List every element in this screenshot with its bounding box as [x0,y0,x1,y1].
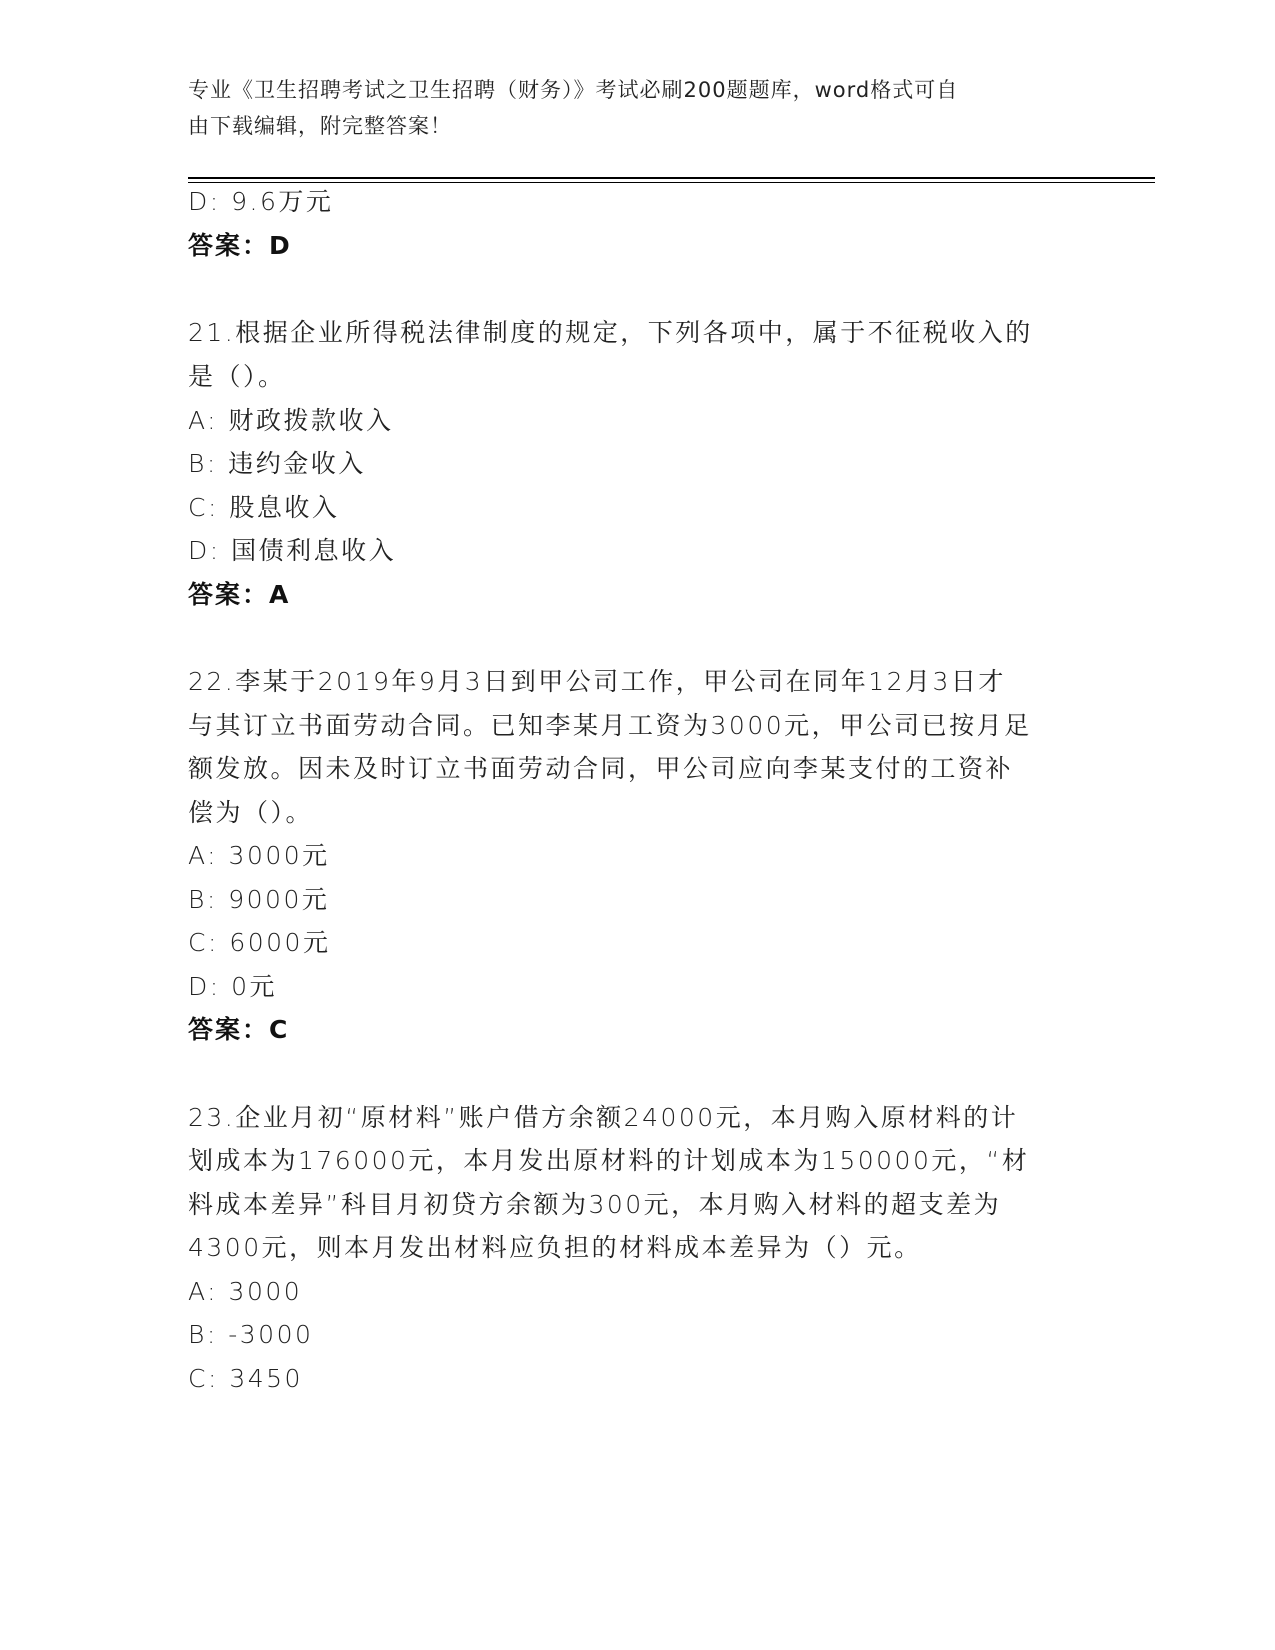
q21-stem-line-1: 21.根据企业所得税法律制度的规定，下列各项中，属于不征税收入的 [188,318,1033,347]
header-line-2: 由下载编辑，附完整答案！ [188,114,452,138]
q22-answer: 答案：C [188,1015,290,1044]
q22-stem-line-3: 额发放。因未及时订立书面劳动合同，甲公司应向李某支付的工资补 [188,754,1014,783]
q22-option-a: A: 3000元 [188,841,330,870]
q20-option-d: D: 9.6万元 [188,187,334,216]
header-line-1: 专业《卫生招聘考试之卫生招聘（财务）》考试必刷200题题库，word格式可自 [188,78,959,102]
document-header [188,72,1078,144]
q22-option-d: D: 0元 [188,972,278,1001]
q20-answer: 答案：D [188,231,292,260]
q22-option-c: C: 6000元 [188,928,331,957]
q23-stem-line-2: 划成本为176000元，本月发出原材料的计划成本为150000元，“材 [188,1146,1030,1175]
q21-option-a: A: 财政拨款收入 [188,406,394,435]
q21-option-c: C: 股息收入 [188,493,340,522]
q21-option-b: B: 违约金收入 [188,449,366,478]
header-rule-thin [188,182,1155,183]
q23-stem-line-4: 4300元，则本月发出材料应负担的材料成本差异为（）元。 [188,1233,922,1262]
q23-stem-line-1: 23.企业月初“原材料”账户借方余额24000元，本月购入原材料的计 [188,1103,1019,1132]
q22-option-b: B: 9000元 [188,885,330,914]
q22-stem-line-2: 与其订立书面劳动合同。已知李某月工资为3000元，甲公司已按月足 [188,711,1032,740]
q21-option-d: D: 国债利息收入 [188,536,397,565]
q21-stem-line-2: 是（）。 [188,362,286,391]
q22-stem-line-1: 22.李某于2019年9月3日到甲公司工作，甲公司在同年12月3日才 [188,667,1006,696]
q21-answer: 答案：A [188,580,291,609]
q22-stem-line-4: 偿为（）。 [188,798,314,827]
q23-stem-line-3: 料成本差异”科目月初贷方余额为300元，本月购入材料的超支差为 [188,1190,1002,1219]
q23-option-b: B: -3000 [188,1320,314,1349]
q23-option-a: A: 3000 [188,1277,303,1306]
q23-option-c: C: 3450 [188,1364,303,1393]
header-rule-thick [188,177,1155,179]
